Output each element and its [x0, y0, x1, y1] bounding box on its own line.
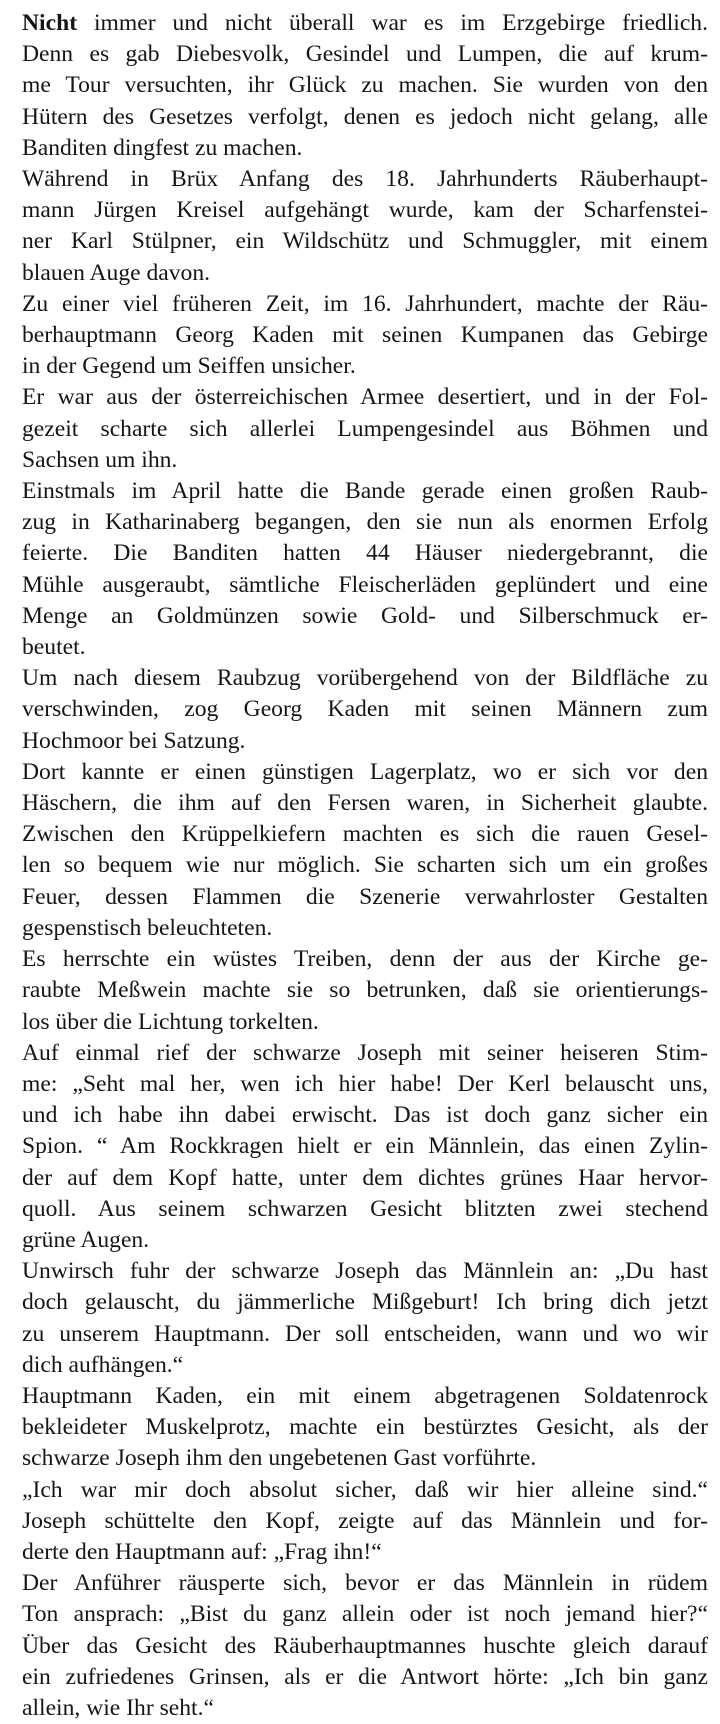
text-line: schwarze Joseph ihm den ungebetenen Gast vorführte.	[22, 1445, 537, 1472]
text-line: Während in Brüx Anfang des 18. Jahrhunderts Räuberhaupt-	[22, 166, 708, 193]
text-line: bekleideter Muskelprotz, machte ein bestürztes Gesicht, als der	[22, 1414, 708, 1441]
text-line: Häschern, die ihm auf den Fersen waren, in Sicherheit glaubte.	[22, 790, 708, 817]
text-line: verschwinden, zog Georg Kaden mit seinen Männern zum	[22, 696, 708, 723]
paragraph	[22, 944, 708, 1038]
text-line: me Tour versuchten, ihr Glück zu machen. Sie wurden von den	[22, 72, 708, 99]
text-line: Joseph schüttelte den Kopf, zeigte auf das Männlein und for-	[22, 1507, 708, 1534]
text-line: Unwirsch fuhr der schwarze Joseph das Männlein an: „Du hast	[22, 1258, 708, 1285]
text-line: Denn es gab Diebesvolk, Gesindel und Lumpen, die auf krum-	[22, 41, 708, 68]
text-line: ein zufriedenes Grinsen, als er die Antwort hörte: „Ich bin ganz	[22, 1663, 708, 1690]
text-line: dich aufhängen.“	[22, 1351, 184, 1378]
text-line: berhauptmann Georg Kaden mit seinen Kumpanen das Gebirge	[22, 322, 708, 349]
text-line: Ton ansprach: „Bist du ganz allein oder ist noch jemand hier?“	[22, 1601, 708, 1628]
text-line: Mühle ausgeraubt, sämtliche Fleischerläden geplündert und eine	[22, 571, 708, 598]
lead-word: Nicht	[22, 10, 78, 36]
text-line: mann Jürgen Kreisel aufgehängt wurde, kam der Scharfenstei-	[22, 197, 708, 224]
text-line: zu unserem Hauptmann. Der soll entscheiden, wann und wo wir	[22, 1320, 708, 1347]
text-line: in der Gegend um Seiffen unsicher.	[22, 353, 356, 380]
text-line: los über die Lichtung torkelten.	[22, 1008, 319, 1035]
paragraph	[22, 1038, 708, 1256]
text-line: Über das Gesicht des Räuberhauptmannes huschte gleich darauf	[22, 1632, 708, 1659]
text-line: Es herrschte ein wüstes Treiben, denn der aus der Kirche ge-	[22, 946, 708, 973]
text-line: der auf dem Kopf hatte, unter dem dichtes grünes Haar hervor-	[22, 1164, 708, 1191]
paragraph	[22, 1475, 708, 1569]
text-line: beutet.	[22, 634, 86, 661]
text-line: grüne Augen.	[22, 1226, 150, 1253]
line-text: immer und nicht überall war es im Erzgebirge friedlich.	[77, 10, 708, 36]
text-line: len so bequem wie nur möglich. Sie scharten sich um ein großes	[22, 852, 708, 879]
text-line: Feuer, dessen Flammen die Szenerie verwahrloster Gestalten	[22, 883, 708, 910]
text-line: und ich habe ihn dabei erwischt. Das ist doch ganz sicher ein	[22, 1102, 708, 1129]
text-line: Zwischen den Krüppelkiefern machten es sich die rauen Gesel-	[22, 821, 708, 848]
text-line: zug in Katharinaberg begangen, den sie nun als enormen Erfolg	[22, 509, 708, 536]
text-line: doch gelauscht, du jämmerliche Mißgeburt! Ich bring dich jetzt	[22, 1289, 708, 1316]
text-line: Banditen dingfest zu machen.	[22, 134, 303, 161]
paragraph	[22, 757, 708, 944]
text-line: Hochmoor bei Satzung.	[22, 727, 246, 754]
text-line: Sachsen um ihn.	[22, 446, 178, 473]
text-line: Er war aus der österreichischen Armee desertiert, und in der Fol-	[22, 384, 708, 411]
text-line	[22, 8, 708, 39]
text-line: quoll. Aus seinem schwarzen Gesicht blitzten zwei stechend	[22, 1195, 708, 1222]
paragraph	[22, 663, 708, 757]
text-line: „Ich war mir doch absolut sicher, daß wir hier alleine sind.“	[22, 1476, 708, 1503]
text-line: Der Anführer räusperte sich, bevor er das Männlein in rüdem	[22, 1570, 708, 1597]
text-line: Hütern des Gesetzes verfolgt, denen es jedoch nicht gelang, alle	[22, 103, 708, 130]
text-line: allein, wie Ihr seht.“	[22, 1694, 214, 1721]
text-line: raubte Meßwein machte sie so betrunken, daß sie orientierungs-	[22, 977, 708, 1004]
story-page	[22, 8, 708, 1724]
paragraph	[22, 164, 708, 289]
text-line: ner Karl Stülpner, ein Wildschütz und Schmuggler, mit einem	[22, 228, 708, 255]
text-line: feierte. Die Banditen hatten 44 Häuser niedergebrannt, die	[22, 540, 708, 567]
text-line: gezeit scharte sich allerlei Lumpengesindel aus Böhmen und	[22, 415, 708, 442]
text-line: Hauptmann Kaden, ein mit einem abgetragenen Soldatenrock	[22, 1382, 708, 1409]
text-line: Spion. “ Am Rockkragen hielt er ein Männlein, das einen Zylin-	[22, 1133, 708, 1160]
text-line: Zu einer viel früheren Zeit, im 16. Jahrhundert, machte der Räu-	[22, 290, 708, 317]
text-line: Einstmals im April hatte die Bande gerade einen großen Raub-	[22, 478, 708, 505]
text-line: Dort kannte er einen günstigen Lagerplatz, wo er sich vor den	[22, 758, 708, 785]
paragraph	[22, 382, 708, 476]
text-line: Um nach diesem Raubzug vorübergehend von der Bildfläche zu	[22, 665, 708, 692]
text-line: blauen Auge davon.	[22, 259, 211, 286]
text-line: derte den Hauptmann auf: „Frag ihn!“	[22, 1538, 382, 1565]
paragraph	[22, 289, 708, 383]
paragraph	[22, 1381, 708, 1475]
text-line: Menge an Goldmünzen sowie Gold- und Silberschmuck er-	[22, 602, 708, 629]
paragraph	[22, 476, 708, 663]
text-line: gespenstisch beleuchteten.	[22, 914, 273, 941]
paragraph	[22, 1256, 708, 1381]
paragraph	[22, 1568, 708, 1724]
text-line: Auf einmal rief der schwarze Joseph mit seiner heiseren Stim-	[22, 1039, 708, 1066]
paragraph	[22, 8, 708, 164]
text-line: me: „Seht mal her, wen ich hier habe! Der Kerl belauscht uns,	[22, 1070, 708, 1097]
